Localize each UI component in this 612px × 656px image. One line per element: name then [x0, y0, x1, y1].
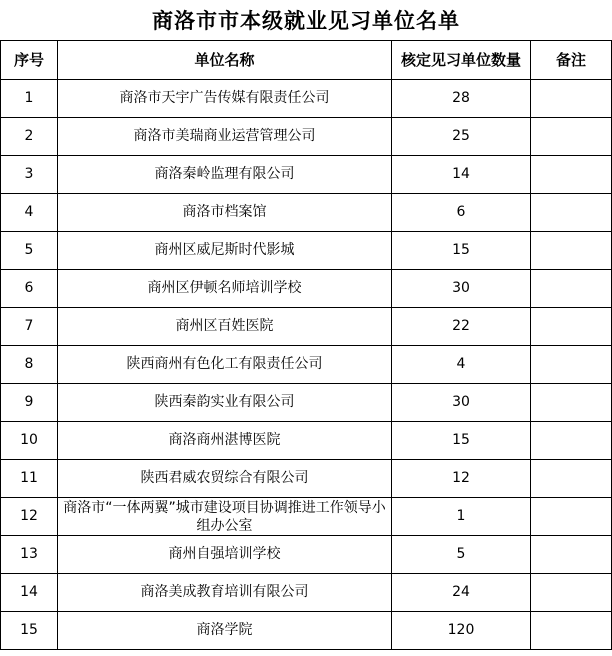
cell-name: 商州区百姓医院: [58, 308, 392, 346]
page-title: 商洛市市本级就业见习单位名单: [152, 9, 460, 33]
cell-index: 7: [1, 308, 58, 346]
cell-note: [531, 384, 612, 422]
cell-note: [531, 574, 612, 612]
cell-index: 15: [1, 612, 58, 650]
cell-name: 商洛市美瑞商业运营管理公司: [58, 118, 392, 156]
cell-quota: 15: [392, 422, 531, 460]
header-name: 单位名称: [58, 41, 392, 80]
cell-note: [531, 118, 612, 156]
cell-index: 12: [1, 498, 58, 536]
table-row: [1, 270, 612, 308]
table-row: [1, 194, 612, 232]
cell-quota: 6: [392, 194, 531, 232]
cell-quota: 30: [392, 270, 531, 308]
cell-index: 2: [1, 118, 58, 156]
cell-name: 商洛市档案馆: [58, 194, 392, 232]
header-quota: 核定见习单位数量: [392, 41, 531, 80]
header-index: 序号: [1, 41, 58, 80]
cell-note: [531, 536, 612, 574]
cell-name: 商洛市天宇广告传媒有限责任公司: [58, 80, 392, 118]
cell-note: [531, 80, 612, 118]
cell-quota: 14: [392, 156, 531, 194]
cell-note: [531, 460, 612, 498]
cell-quota: 28: [392, 80, 531, 118]
cell-quota: 1: [392, 498, 531, 536]
cell-index: 11: [1, 460, 58, 498]
table-row: [1, 536, 612, 574]
cell-index: 14: [1, 574, 58, 612]
cell-note: [531, 156, 612, 194]
cell-name: 商洛美成教育培训有限公司: [58, 574, 392, 612]
cell-name: 陕西商州有色化工有限责任公司: [58, 346, 392, 384]
table-row: [1, 80, 612, 118]
cell-name: 陕西君威农贸综合有限公司: [58, 460, 392, 498]
cell-note: [531, 270, 612, 308]
cell-note: [531, 422, 612, 460]
cell-index: 3: [1, 156, 58, 194]
cell-name: 商州自强培训学校: [58, 536, 392, 574]
table-row: [1, 156, 612, 194]
cell-note: [531, 612, 612, 650]
cell-name: 商洛学院: [58, 612, 392, 650]
cell-quota: 12: [392, 460, 531, 498]
table-row: [1, 612, 612, 650]
cell-name: 商州区伊顿名师培训学校: [58, 270, 392, 308]
employer-table: [0, 40, 612, 650]
cell-index: 10: [1, 422, 58, 460]
cell-index: 8: [1, 346, 58, 384]
cell-quota: 120: [392, 612, 531, 650]
table-row: [1, 308, 612, 346]
cell-quota: 4: [392, 346, 531, 384]
cell-index: 1: [1, 80, 58, 118]
table-header-row: [1, 41, 612, 80]
cell-index: 13: [1, 536, 58, 574]
table-row: [1, 498, 612, 536]
cell-note: [531, 194, 612, 232]
cell-quota: 22: [392, 308, 531, 346]
cell-name: 商洛市“一体两翼”城市建设项目协调推进工作领导小组办公室: [58, 498, 392, 536]
header-note: 备注: [531, 41, 612, 80]
cell-name: 商洛秦岭监理有限公司: [58, 156, 392, 194]
table-row: [1, 232, 612, 270]
cell-note: [531, 498, 612, 536]
cell-quota: 5: [392, 536, 531, 574]
table-row: [1, 460, 612, 498]
cell-name: 商洛商州湛博医院: [58, 422, 392, 460]
table-row: [1, 422, 612, 460]
cell-index: 5: [1, 232, 58, 270]
cell-quota: 24: [392, 574, 531, 612]
cell-index: 9: [1, 384, 58, 422]
cell-quota: 30: [392, 384, 531, 422]
table-row: [1, 574, 612, 612]
table-row: [1, 346, 612, 384]
cell-quota: 25: [392, 118, 531, 156]
cell-index: 6: [1, 270, 58, 308]
cell-note: [531, 346, 612, 384]
cell-index: 4: [1, 194, 58, 232]
cell-quota: 15: [392, 232, 531, 270]
table-row: [1, 118, 612, 156]
cell-note: [531, 308, 612, 346]
cell-name: 商州区威尼斯时代影城: [58, 232, 392, 270]
cell-note: [531, 232, 612, 270]
cell-name: 陕西秦韵实业有限公司: [58, 384, 392, 422]
table-row: [1, 384, 612, 422]
